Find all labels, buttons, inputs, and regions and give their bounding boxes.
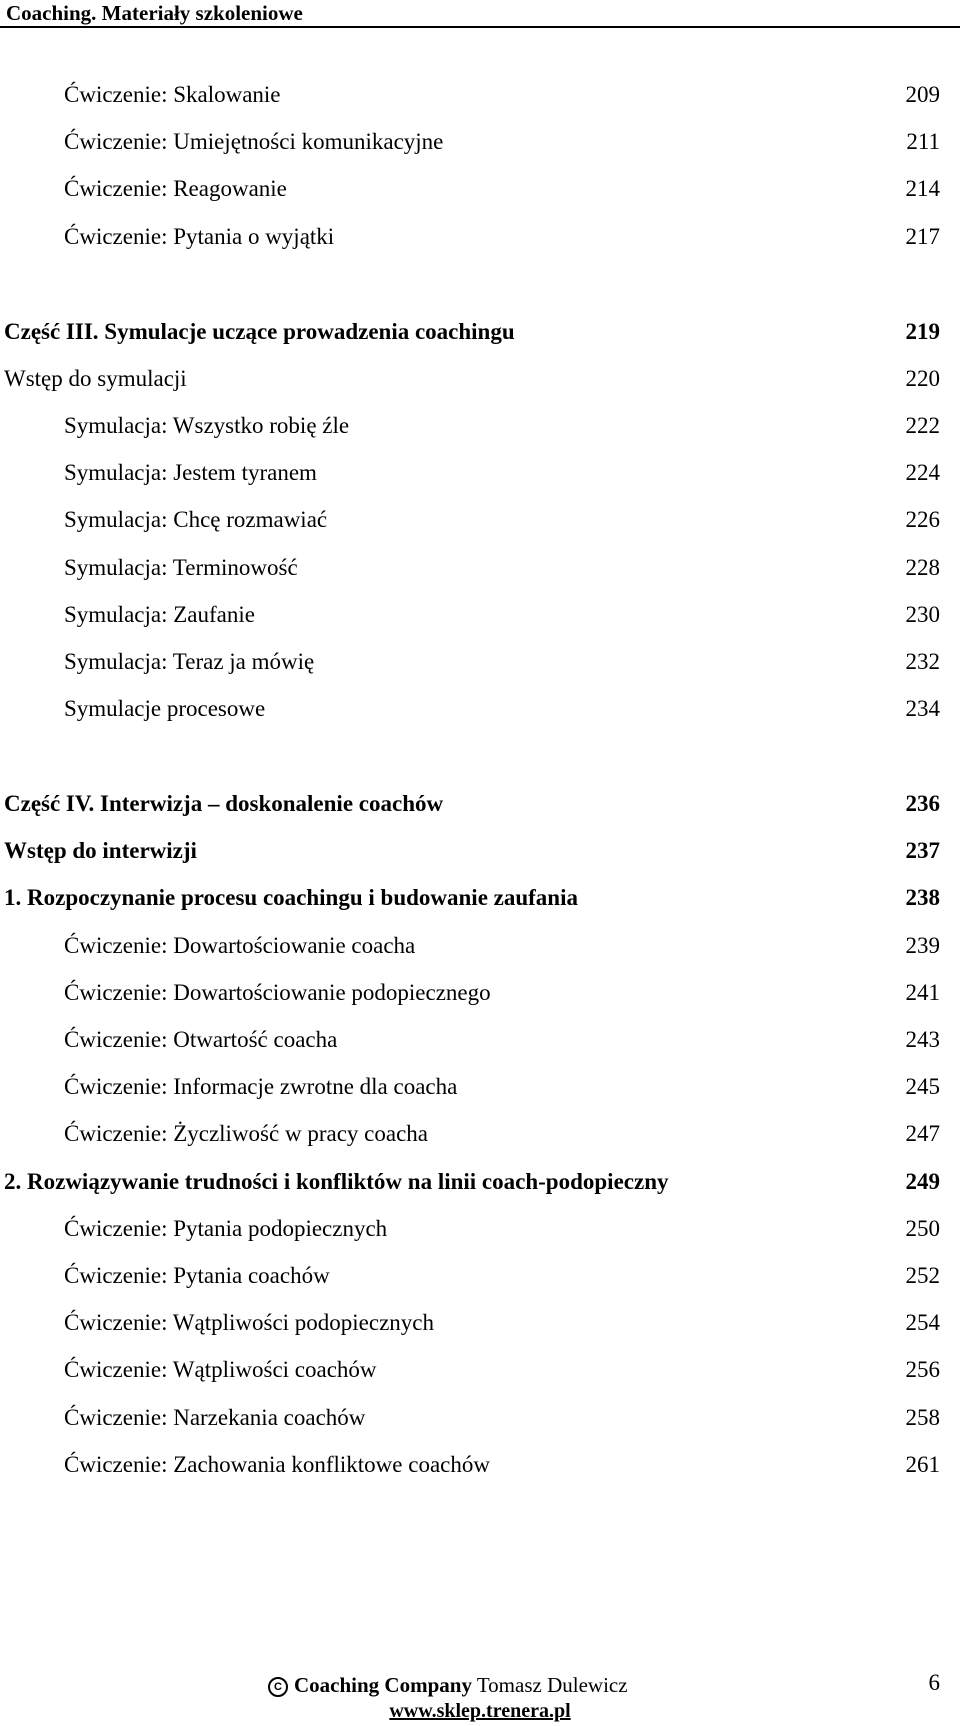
- toc-entry-page-number: 232: [905, 649, 940, 674]
- toc-entry[interactable]: [0, 1023, 960, 1057]
- toc-entry-page-number: 230: [905, 602, 940, 627]
- toc-entry-page-number: 241: [905, 980, 940, 1005]
- toc-entry[interactable]: [0, 1353, 960, 1387]
- toc-entry-page-number: 250: [905, 1216, 940, 1241]
- toc-entry[interactable]: [0, 503, 960, 537]
- toc-entry[interactable]: [0, 1117, 960, 1151]
- toc-entry-page-number: 261: [905, 1452, 940, 1477]
- toc-entry[interactable]: [0, 1212, 960, 1246]
- toc-entry-page-number: 252: [905, 1263, 940, 1288]
- toc-entry[interactable]: [0, 456, 960, 490]
- toc-entry-page-number: 249: [905, 1169, 940, 1194]
- toc-entry-title: Symulacje procesowe: [64, 696, 266, 721]
- page-header-title: Coaching. Materiały szkoleniowe: [6, 1, 303, 25]
- toc-entry-title: Ćwiczenie: Reagowanie: [64, 176, 287, 201]
- toc-entry-title: Ćwiczenie: Otwartość coacha: [64, 1027, 338, 1052]
- toc-entry-title: 2. Rozwiązywanie trudności i konfliktów na linii coach-podopieczny: [4, 1169, 669, 1194]
- toc-entry-title: Część IV. Interwizja – doskonalenie coachów: [4, 791, 444, 816]
- toc-entry-page-number: 236: [905, 791, 940, 816]
- toc-entry-title: Ćwiczenie: Pytania podopiecznych: [64, 1216, 388, 1241]
- toc-entry[interactable]: [0, 834, 960, 868]
- copyright-icon: C: [268, 1677, 288, 1697]
- footer-url-link[interactable]: www.sklep.trenera.pl: [389, 1700, 571, 1722]
- toc-entry[interactable]: [0, 78, 960, 112]
- toc-entry-title: Symulacja: Wszystko robię źle: [64, 413, 350, 438]
- toc-entry-page-number: 228: [905, 555, 940, 580]
- toc-entry-page-number: 224: [905, 460, 940, 485]
- toc-entry[interactable]: [0, 1259, 960, 1293]
- toc-entry-title: Symulacja: Teraz ja mówię: [64, 649, 315, 674]
- toc-entry-title: Ćwiczenie: Życzliwość w pracy coacha: [64, 1121, 428, 1146]
- toc-entry-title: Symulacja: Terminowość: [64, 555, 298, 580]
- toc-entry-title: Ćwiczenie: Pytania coachów: [64, 1263, 330, 1288]
- toc-entry[interactable]: [0, 172, 960, 206]
- toc-entry[interactable]: [0, 787, 960, 821]
- footer-credit: [268, 1672, 628, 1698]
- toc-entry[interactable]: [0, 1070, 960, 1104]
- toc-entry-title: Ćwiczenie: Pytania o wyjątki: [64, 224, 335, 249]
- toc-entry[interactable]: [0, 929, 960, 963]
- toc-entry[interactable]: [0, 551, 960, 585]
- toc-entry-page-number: 237: [905, 838, 940, 863]
- toc-entry-title: Ćwiczenie: Umiejętności komunikacyjne: [64, 129, 444, 154]
- toc-entry-title: Wstęp do interwizji: [4, 838, 197, 863]
- header-divider: [0, 26, 960, 28]
- toc-entry-page-number: 217: [905, 224, 940, 249]
- toc-entry-page-number: 239: [905, 933, 940, 958]
- footer-company-name: Coaching Company: [294, 1673, 472, 1697]
- toc-entry[interactable]: [0, 692, 960, 726]
- toc-entry[interactable]: [0, 1165, 960, 1199]
- toc-entry-page-number: 238: [905, 885, 940, 910]
- toc-entry-title: Ćwiczenie: Informacje zwrotne dla coacha: [64, 1074, 458, 1099]
- toc-entry-title: Część III. Symulacje uczące prowadzenia coachingu: [4, 319, 515, 344]
- toc-entry[interactable]: [0, 1401, 960, 1435]
- toc-entry[interactable]: [0, 976, 960, 1010]
- toc-entry[interactable]: [0, 362, 960, 396]
- toc-entry[interactable]: [0, 220, 960, 254]
- toc-entry-page-number: 214: [905, 176, 940, 201]
- toc-entry-page-number: 220: [905, 366, 940, 391]
- toc-entry-page-number: 245: [905, 1074, 940, 1099]
- footer-author: Tomasz Dulewicz: [471, 1673, 628, 1697]
- toc-entry-page-number: 226: [905, 507, 940, 532]
- toc-entry-page-number: 219: [905, 319, 940, 344]
- toc-entry-title: Symulacja: Jestem tyranem: [64, 460, 317, 485]
- toc-entry-title: Ćwiczenie: Skalowanie: [64, 82, 281, 107]
- toc-entry[interactable]: [0, 645, 960, 679]
- toc-entry[interactable]: [0, 409, 960, 443]
- toc-entry-page-number: 254: [905, 1310, 940, 1335]
- toc-entry-page-number: 211: [906, 129, 940, 154]
- toc-entry[interactable]: [0, 1448, 960, 1482]
- toc-entry-page-number: 247: [905, 1121, 940, 1146]
- toc-entry-title: Ćwiczenie: Dowartościowanie podopiecznego: [64, 980, 491, 1005]
- toc-entry[interactable]: [0, 881, 960, 915]
- toc-entry[interactable]: [0, 598, 960, 632]
- page-number: 6: [928, 1670, 940, 1695]
- toc-entry[interactable]: [0, 125, 960, 159]
- toc-entry-page-number: 209: [905, 82, 940, 107]
- toc-entry-title: Symulacja: Chcę rozmawiać: [64, 507, 328, 532]
- toc-entry-title: Ćwiczenie: Wątpliwości coachów: [64, 1357, 377, 1382]
- toc-entry-title: Ćwiczenie: Narzekania coachów: [64, 1405, 366, 1430]
- toc-entry-page-number: 222: [905, 413, 940, 438]
- toc-entry-page-number: 243: [905, 1027, 940, 1052]
- toc-entry-page-number: 258: [905, 1405, 940, 1430]
- toc-entry-page-number: 234: [905, 696, 940, 721]
- toc-entry-title: Ćwiczenie: Dowartościowanie coacha: [64, 933, 416, 958]
- toc-entry-page-number: 256: [905, 1357, 940, 1382]
- toc-entry-title: Ćwiczenie: Zachowania konfliktowe coachów: [64, 1452, 490, 1477]
- toc-entry[interactable]: [0, 315, 960, 349]
- toc-entry-title: Symulacja: Zaufanie: [64, 602, 255, 627]
- toc-entry-title: 1. Rozpoczynanie procesu coachingu i budowanie zaufania: [4, 885, 578, 910]
- toc-entry[interactable]: [0, 1306, 960, 1340]
- toc-entry-title: Wstęp do symulacji: [4, 366, 187, 391]
- toc-entry-title: Ćwiczenie: Wątpliwości podopiecznych: [64, 1310, 435, 1335]
